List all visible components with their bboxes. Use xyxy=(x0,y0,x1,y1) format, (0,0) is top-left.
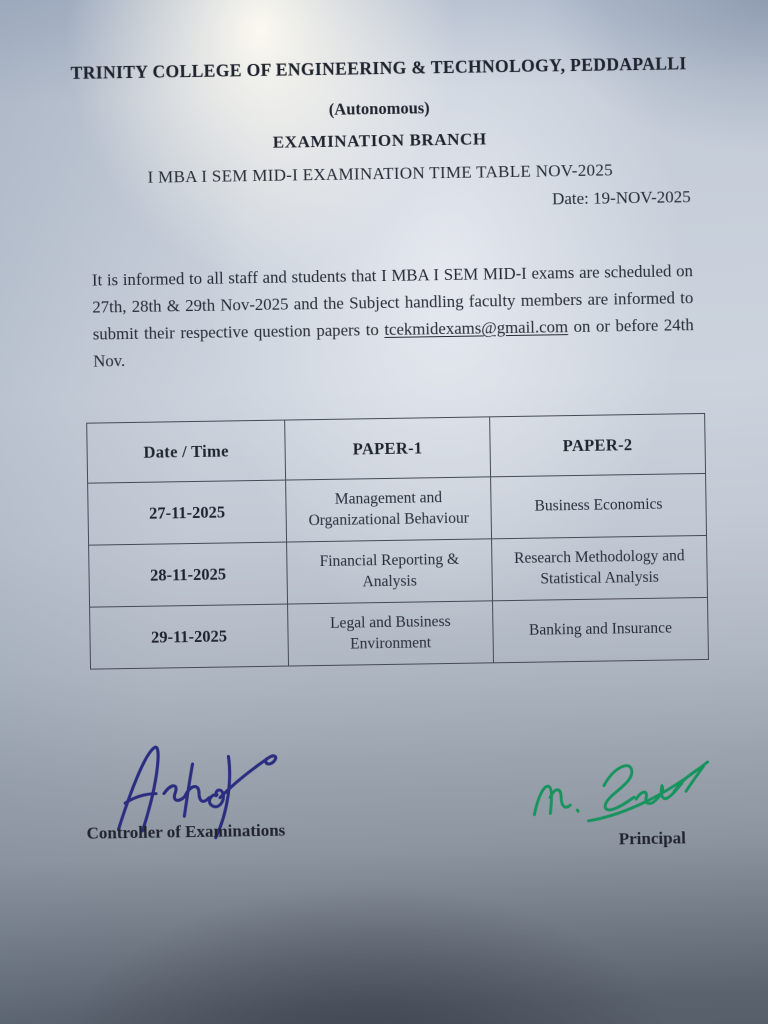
principal-signature-ink xyxy=(521,746,714,839)
notice-text-before-email: It is informed to all staff and students that I MBA I SEM MID-I exams are scheduled on 27th, 28th & 29th Nov-2025 and the Subject handling faculty members are informed to submit their respective question papers to xyxy=(91,261,694,344)
exam-timetable xyxy=(86,413,709,670)
paper2-subject: Research Methodology and Statistical Analysis xyxy=(492,535,708,600)
table-row xyxy=(89,535,708,607)
email-link: tcekmidexams@gmail.com xyxy=(384,317,569,339)
table-header-row xyxy=(87,413,706,483)
header-paper-2: PAPER-2 xyxy=(490,413,706,476)
notice-paragraph xyxy=(92,257,695,374)
exam-date: 28-11-2025 xyxy=(89,542,288,607)
document-header xyxy=(0,52,765,218)
controller-of-examinations-label: Controller of Examinations xyxy=(86,820,286,843)
principal-label: Principal xyxy=(618,828,686,849)
timetable-title: I MBA I SEM MID-I EXAMINATION TIME TABLE NOV-2025 xyxy=(147,160,614,187)
header-date-time: Date / Time xyxy=(87,420,286,483)
exam-date: 29-11-2025 xyxy=(90,604,289,669)
college-name: TRINITY COLLEGE OF ENGINEERING & TECHNOLOGY, PEDDAPALLI xyxy=(70,53,687,83)
exam-date: 27-11-2025 xyxy=(88,480,287,545)
paper1-subject: Financial Reporting & Analysis xyxy=(287,539,493,604)
paper1-subject: Legal and Business Environment xyxy=(288,601,494,666)
examination-branch-label: EXAMINATION BRANCH xyxy=(272,129,487,152)
autonomous-label: (Autonomous) xyxy=(328,98,430,119)
paper2-subject: Banking and Insurance xyxy=(493,597,709,662)
table-row xyxy=(88,473,707,545)
paper1-subject: Management and Organizational Behaviour xyxy=(286,477,492,542)
notice-text-after-email: on or before 24th Nov. xyxy=(93,315,694,371)
paper2-subject: Business Economics xyxy=(491,473,707,538)
table-row xyxy=(90,597,709,669)
header-paper-1: PAPER-1 xyxy=(285,417,491,480)
issue-date: Date: 19-NOV-2025 xyxy=(551,187,691,209)
signatures-section xyxy=(5,729,768,876)
